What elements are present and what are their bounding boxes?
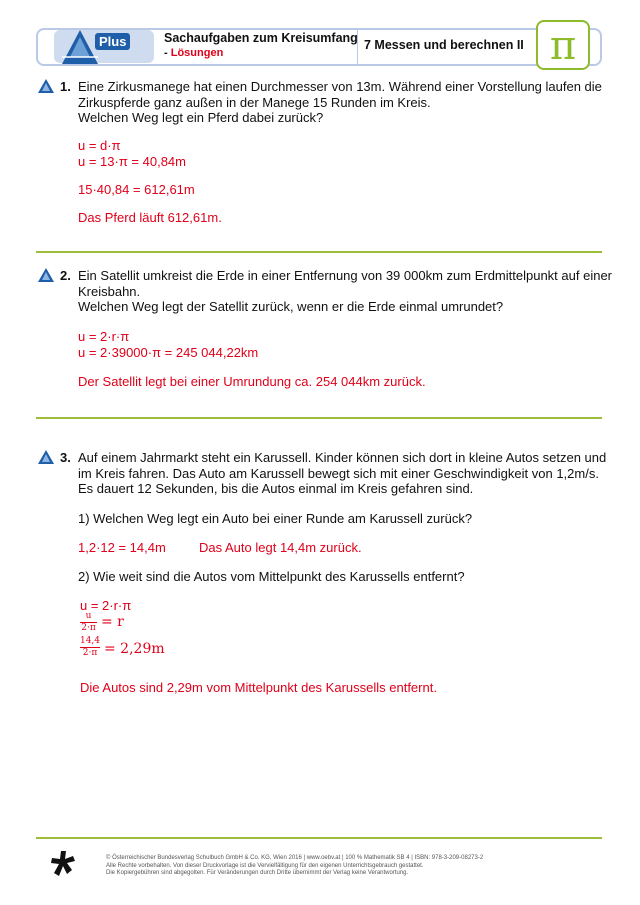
task-3-answer-1-calculation: 1,2·12 = 14,4m [78,540,166,555]
task-3-formula: u = 2·r·π [80,598,132,613]
triangle-logo-icon [60,27,100,67]
task-3-question-2: 2) Wie weit sind die Autos vom Mittelpunkt des Karussells entfernt? [78,569,465,584]
page-title: Sachaufgaben zum Kreisumfang [164,31,358,45]
fraction-1-result: = r [101,614,124,630]
pi-badge [536,20,590,70]
task-1-answer: Das Pferd läuft 612,61m. [78,210,222,225]
section-divider [36,837,602,839]
section-divider [36,251,602,253]
publisher-logo-icon [50,850,76,878]
task-3-text: Auf einem Jahrmarkt steht ein Karussell. Kinder können sich dort in kleine Autos setzen und im Kreis fahren. Das Auto am Karussell bewegt sich mit einer Geschwindigkeit von 1,2m/s. Es dauert 12 Sekunden, bis die Autos einmal im Kreis gefahren sind. [78,450,607,496]
fraction-14-4-over-2pi: 14,4 2·π [79,636,101,658]
task-2-formula: u = 2·r·π [78,329,130,344]
difficulty-triangle-icon [38,79,54,93]
task-2-text: Ein Satellit umkreist die Erde in einer Entfernung von 39 000km zum Erdmittelpunkt auf einer Kreisbahn. Welchen Weg legt der Satellit zurück, wenn er die Erde einmal umrundet? [78,268,612,314]
task-3-answer-2-text: Die Autos sind 2,29m vom Mittelpunkt des Karussells entfernt. [80,680,437,695]
pi-icon: π [549,23,577,69]
fraction-2-result: = 2,29m [104,641,165,657]
task-number: 2. [60,268,71,283]
task-3-question-1: 1) Welchen Weg legt ein Auto bei einer Runde am Karussell zurück? [78,511,473,526]
task-2-answer: Der Satellit legt bei einer Umrundung ca. 254 044km zurück. [78,374,426,389]
page-subtitle: - Lösungen [164,47,224,59]
plus-logo-label: Plus [95,33,130,50]
difficulty-triangle-icon [38,268,54,282]
footer-disclaimer: Die Kopiergebühren sind abgegolten. Für Veränderungen durch Dritte übernimmt der Verlag keine Verantwortung. [106,870,409,876]
task-1-formula: u = d·π [78,138,121,153]
task-2-calculation: u = 2·39000·π = 245 044,22km [78,345,259,360]
task-1-text: Eine Zirkusmanege hat einen Durchmesser von 13m. Während einer Vorstellung laufen die Zirkuspferde ganz außen in der Manege 15 Runden im Kreis. Welchen Weg legt ein Pferd dabei zurück? [78,79,602,125]
difficulty-triangle-icon [38,450,54,464]
footer-rights: Alle Rechte vorbehalten. Von dieser Druckvorlage ist die Vervielfältigung für den eigenen Unterrichtsgebrauch gestattet. [106,862,424,869]
chapter-title: 7 Messen und berechnen II [364,38,524,52]
task-3-answer-1-text: Das Auto legt 14,4m zurück. [199,540,362,555]
footer-copyright: © Österreichischer Bundesverlag Schulbuch GmbH & Co. KG, Wien 2016 | www.oebv.at | 100 % Mathematik SB 4 | ISBN: 978-3-209-08273-2 [106,855,484,861]
task-1-multiplication: 15·40,84 = 612,61m [78,182,195,197]
task-number: 1. [60,79,71,94]
fraction-u-over-2pi: u 2·π [81,611,96,633]
task-1-calculation: u = 13·π = 40,84m [78,154,186,169]
task-number: 3. [60,450,71,465]
section-divider [36,417,602,419]
